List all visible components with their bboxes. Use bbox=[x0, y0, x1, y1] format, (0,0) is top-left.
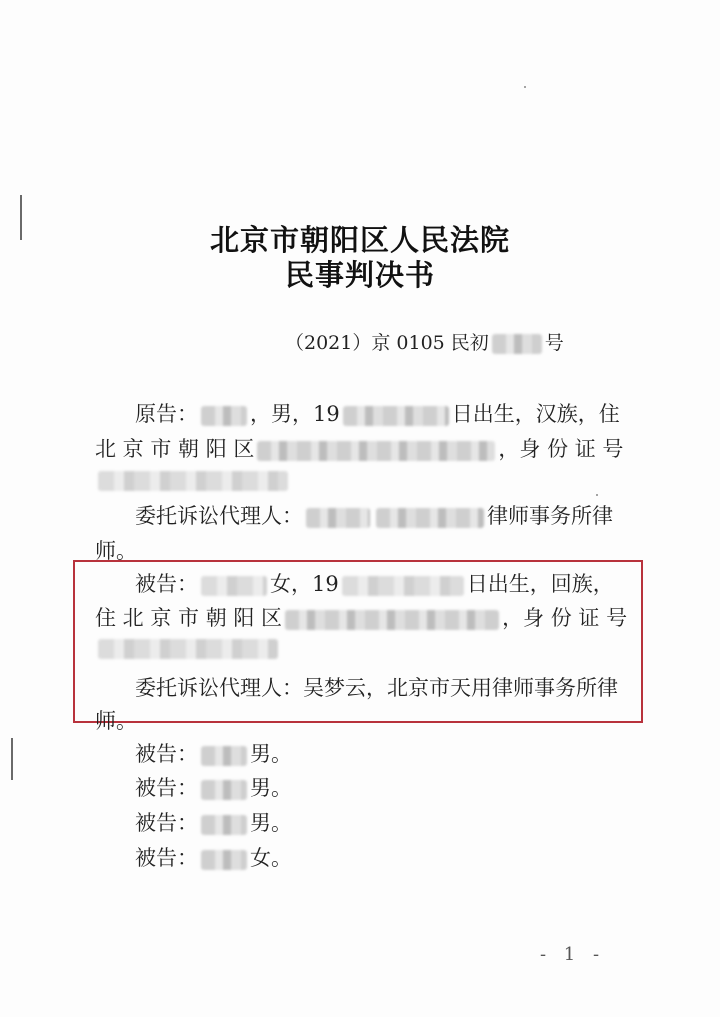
defendant1-id-label: ，身 份 证 号 bbox=[502, 606, 628, 630]
redacted-defendant1-id bbox=[98, 639, 278, 659]
defendant1-address-line bbox=[95, 602, 627, 632]
plaintiff-address-line bbox=[95, 433, 623, 463]
defendant-label: 被告： bbox=[135, 811, 198, 835]
defendant1-label: 被告： bbox=[135, 572, 198, 596]
redacted-law-firm bbox=[376, 508, 484, 528]
defendant-line bbox=[135, 807, 292, 837]
defendant-label: 被告： bbox=[135, 742, 198, 766]
redacted-plaintiff-name bbox=[201, 406, 247, 426]
defendant1-agent-wrap: 师。 bbox=[95, 709, 137, 733]
defendant-line bbox=[135, 842, 292, 872]
defendant-gender: 男。 bbox=[250, 776, 292, 800]
redacted-case-number bbox=[492, 334, 542, 354]
defendant-line bbox=[135, 772, 292, 802]
defendant1-gender: 女，19 bbox=[270, 572, 339, 596]
defendant-label: 被告： bbox=[135, 846, 198, 870]
plaintiff-agent-label: 委托诉讼代理人： bbox=[135, 504, 303, 528]
defendant-label: 被告： bbox=[135, 776, 198, 800]
defendant-gender: 男。 bbox=[250, 811, 292, 835]
document-type-title: 民事判决书 bbox=[284, 258, 435, 292]
redacted-defendant-name bbox=[201, 746, 247, 766]
case-number-prefix: （2021）京 0105 民初 bbox=[285, 332, 489, 354]
redacted-defendant1-name bbox=[201, 576, 267, 596]
defendant1-agent-line: 委托诉讼代理人：吴梦云，北京市天用律师事务所律 bbox=[135, 676, 618, 700]
scan-speck bbox=[524, 86, 526, 88]
redacted-agent-name bbox=[306, 508, 370, 528]
plaintiff-label: 原告： bbox=[135, 402, 198, 426]
defendant1-address-prefix: 住 北 京 市 朝 阳 区 bbox=[95, 606, 283, 630]
plaintiff-gender: ，男，19 bbox=[250, 402, 340, 426]
plaintiff-address-prefix: 北 京 市 朝 阳 区 bbox=[95, 437, 255, 461]
defendant1-line bbox=[135, 568, 614, 598]
defendant-line bbox=[135, 738, 292, 768]
plaintiff-id-label: ，身 份 证 号 bbox=[498, 437, 624, 461]
redacted-plaintiff-birthdate bbox=[343, 406, 449, 426]
plaintiff-line bbox=[135, 398, 620, 428]
defendant1-id-line bbox=[95, 635, 281, 659]
redacted-defendant-name bbox=[201, 780, 247, 800]
court-name-title: 北京市朝阳区人民法院 bbox=[209, 223, 510, 257]
plaintiff-agent-firm-tail: 律师事务所律 bbox=[487, 504, 613, 528]
defendant1-birth-text: 日出生，回族， bbox=[466, 572, 614, 596]
plaintiff-agent-wrap: 师。 bbox=[95, 539, 137, 563]
scan-mark-left-bottom bbox=[11, 738, 13, 780]
redacted-plaintiff-id bbox=[98, 471, 288, 491]
page-number: - 1 - bbox=[540, 944, 606, 965]
case-number-suffix: 号 bbox=[544, 332, 564, 354]
redacted-defendant-name bbox=[201, 850, 247, 870]
case-number bbox=[285, 328, 564, 355]
plaintiff-agent-line bbox=[135, 500, 613, 530]
plaintiff-birth-text: 日出生，汉族，住 bbox=[451, 402, 620, 426]
scan-speck bbox=[596, 494, 598, 496]
defendant-gender: 女。 bbox=[250, 846, 292, 870]
redacted-defendant-name bbox=[201, 815, 247, 835]
redacted-defendant1-address bbox=[285, 610, 499, 630]
defendant-gender: 男。 bbox=[250, 742, 292, 766]
plaintiff-id-line bbox=[95, 467, 291, 491]
redacted-plaintiff-address bbox=[257, 441, 495, 461]
redacted-defendant1-birthdate bbox=[342, 576, 464, 596]
